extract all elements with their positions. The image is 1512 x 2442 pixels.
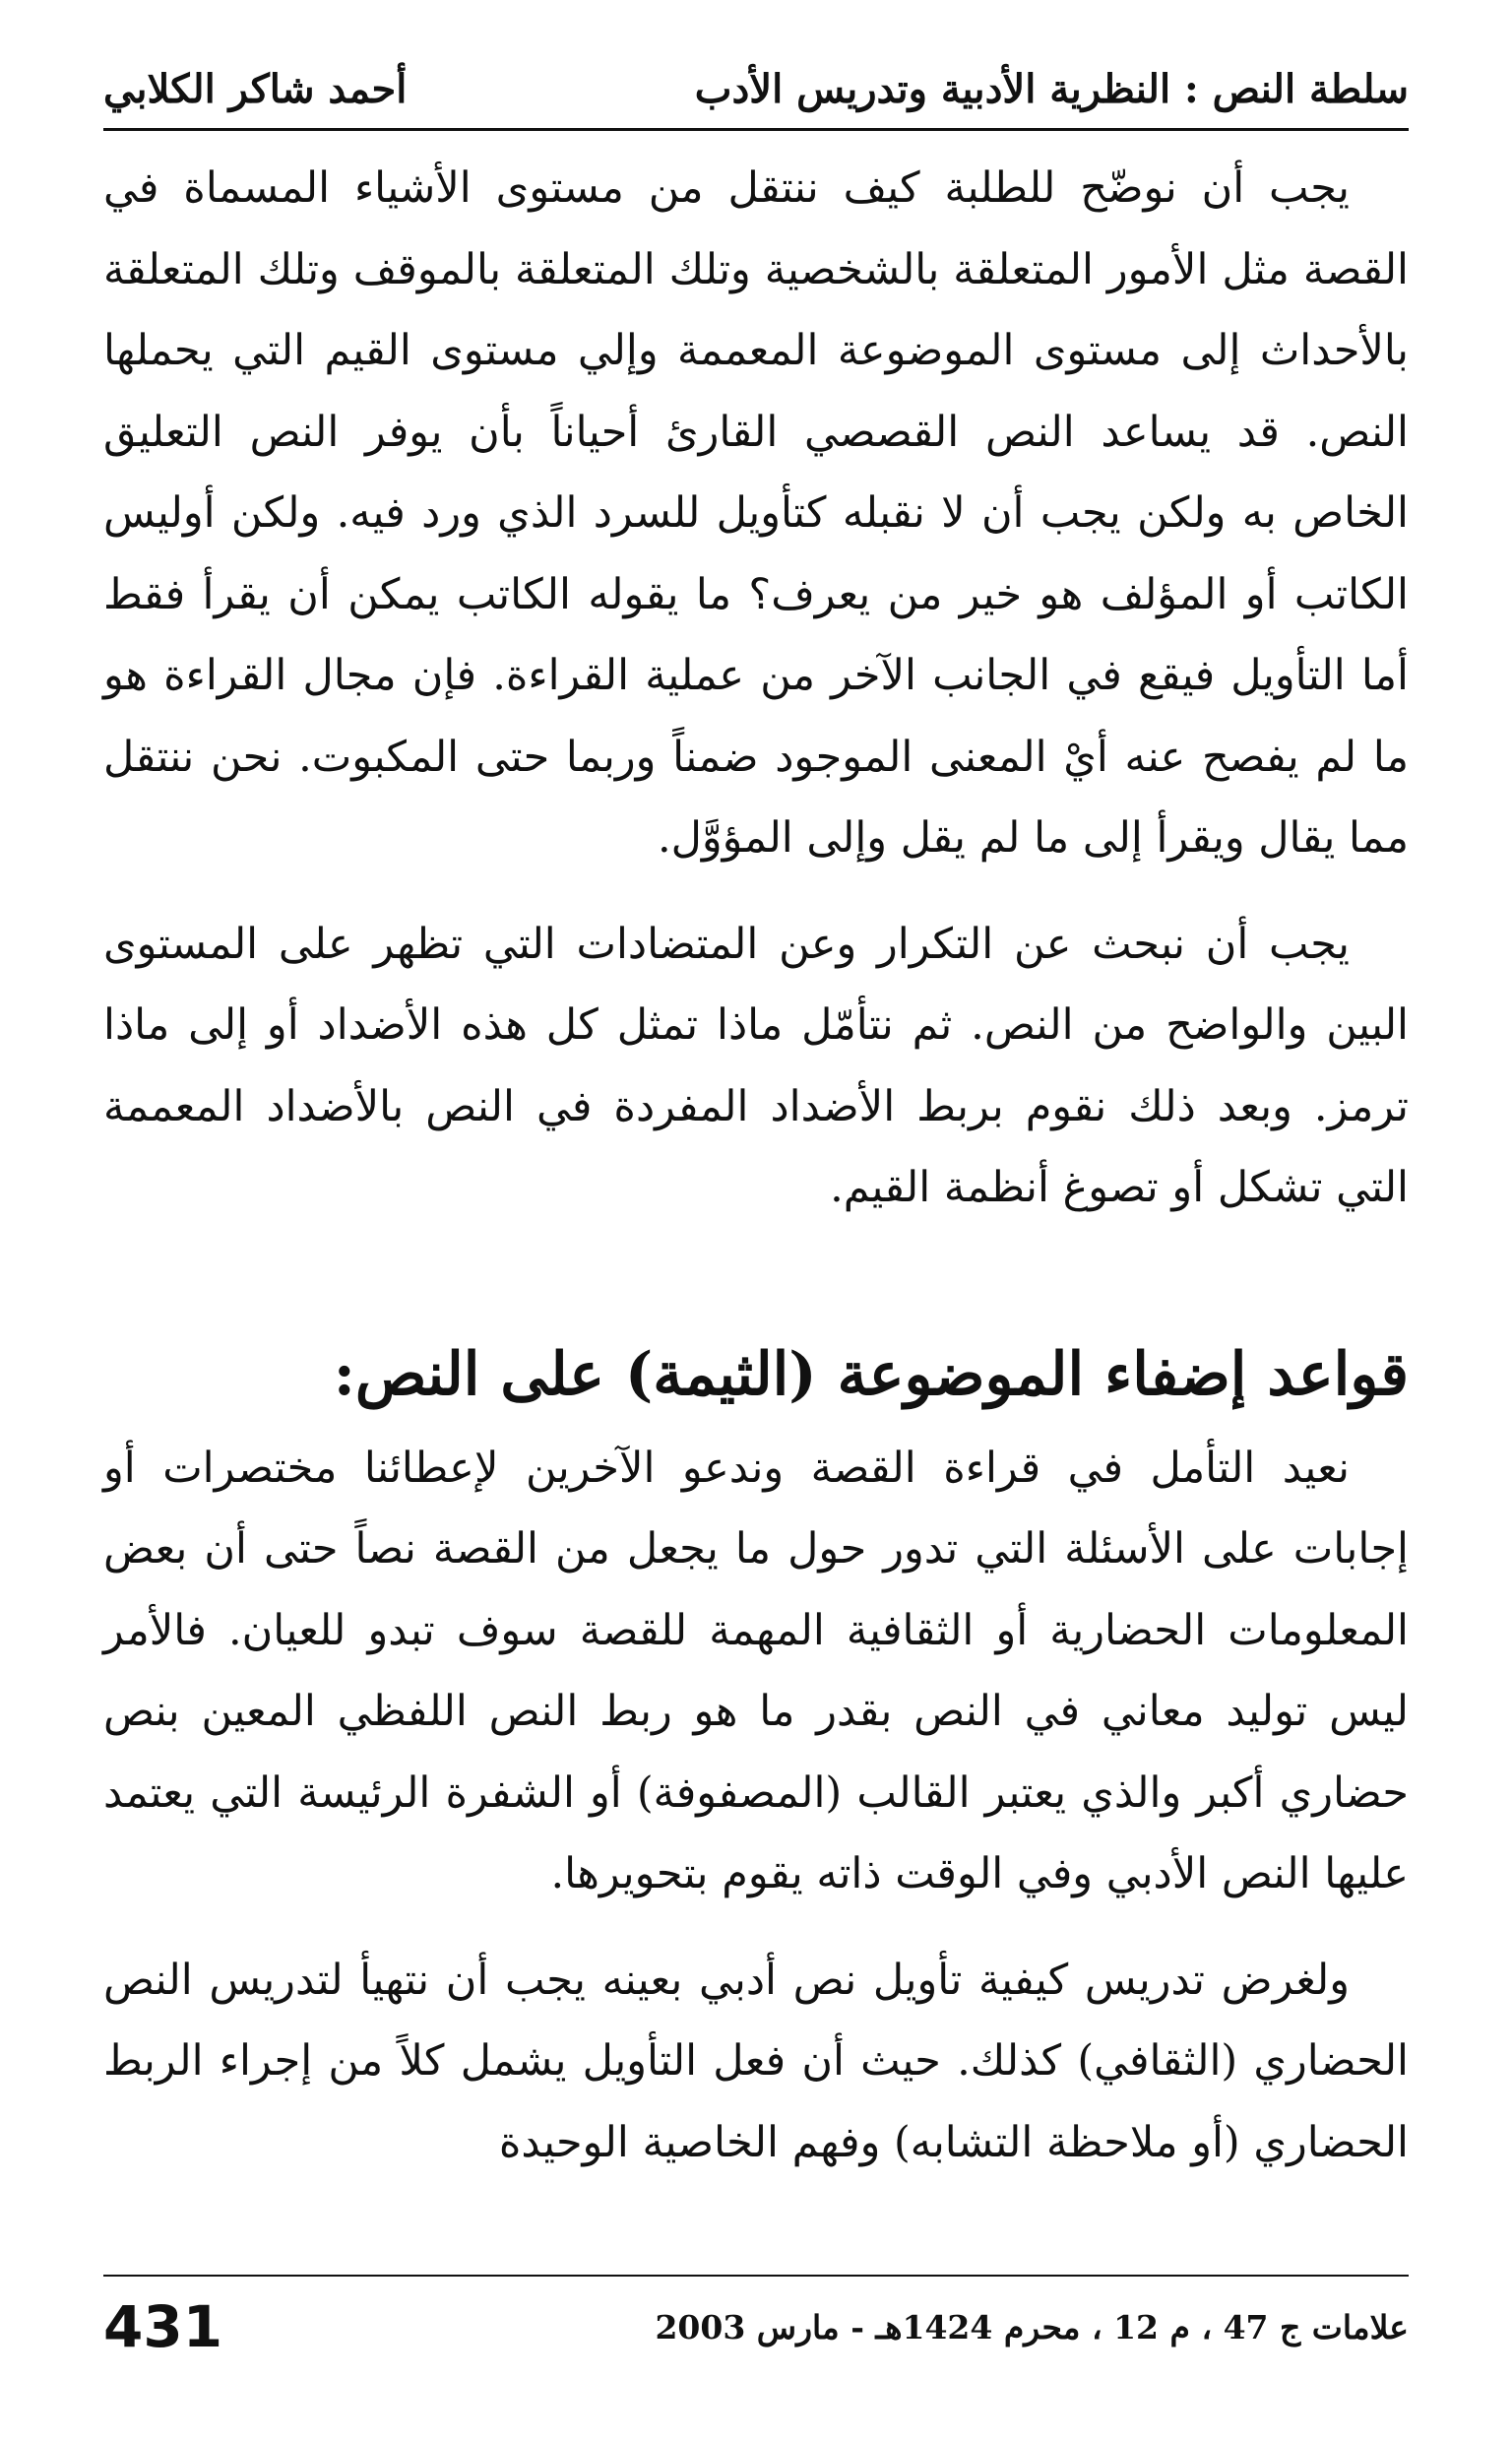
paragraph: ولغرض تدريس كيفية تأويل نص أدبي بعينه يجب أن نتهيأ لتدريس النص الحضاري (الثقافي) كذلك. حيث أن فعل التأويل يشمل كلاً من إجراء الربط الحضاري (أو ملاحظة التشابه) وفهم الخاصية الوحيدة — [103, 1955, 1410, 2167]
page-number: 431 — [103, 2293, 223, 2360]
journal-citation: علامات ج 47 ، م 12 ، محرم 1424هـ - مارس 2003 — [655, 2307, 1409, 2346]
footer-rule — [103, 2275, 1409, 2277]
journal-title: سلطة النص : النظرية الأدبية وتدريس الأدب — [694, 65, 1409, 112]
paragraph: يجب أن نبحث عن التكرار وعن المتضادات التي تظهر على المستوى البين والواضح من النص. ثم نتأمّل ماذا تمثل كل هذه الأضداد أو إلى ماذا ترمز. وبعد ذلك نقوم بربط الأضداد المفردة في النص بالأضداد المعممة التي تشكل أو تصوغ أنظمة القيم. — [103, 919, 1409, 1212]
page-footer — [103, 2292, 1409, 2361]
paragraph: يجب أن نوضّح للطلبة كيف ننتقل من مستوى الأشياء المسماة في القصة مثل الأمور المتعلقة بالشخصية وتلك المتعلقة بالموقف وتلك المتعلقة بالأحداث إلى مستوى الموضوعة المعممة وإلي مستوى القيم التي يحملها النص. قد يساعد النص القصصي القارئ أحياناً بأن يوفر النص التعليق الخاص به ولكن يجب أن لا نقبله كتأويل للسرد الذي ورد فيه. ولكن أوليس الكاتب أو المؤلف هو خير من يعرف؟ ما يقوله الكاتب يمكن أن يقرأ فقط أما التأويل فيقع في الجانب الآخر من عملية القراءة. فإن مجال القراءة هو ما لم يفصح عنه أيْ المعنى الموجود ضمناً وربما حتى المكبوت. نحن ننتقل مما يقال ويقرأ إلى ما لم يقل وإلى المؤوَّل. — [103, 163, 1409, 863]
author-name: أحمد شاكر الكلابي — [103, 65, 408, 112]
paragraph: نعيد التأمل في قراءة القصة وندعو الآخرين لإعطائنا مختصرات أو إجابات على الأسئلة التي تدور حول ما يجعل من القصة نصاً حتى أن بعض المعلومات الحضارية أو الثقافية المهمة للقصة سوف تبدو للعيان. فالأمر ليس توليد معاني في النص بقدر ما هو ربط النص اللفظي المعين بنص حضاري أكبر والذي يعتبر القالب (المصفوفة) أو الشفرة الرئيسة التي يعتمد عليها النص الأدبي وفي الوقت ذاته يقوم بتحويرها. — [103, 1443, 1409, 1898]
section-heading: قواعد إضفاء الموضوعة (الثيمة) على النص: — [333, 1339, 1409, 1409]
header-rule — [103, 128, 1409, 131]
running-header — [103, 49, 1409, 128]
article-body — [103, 148, 1409, 2183]
